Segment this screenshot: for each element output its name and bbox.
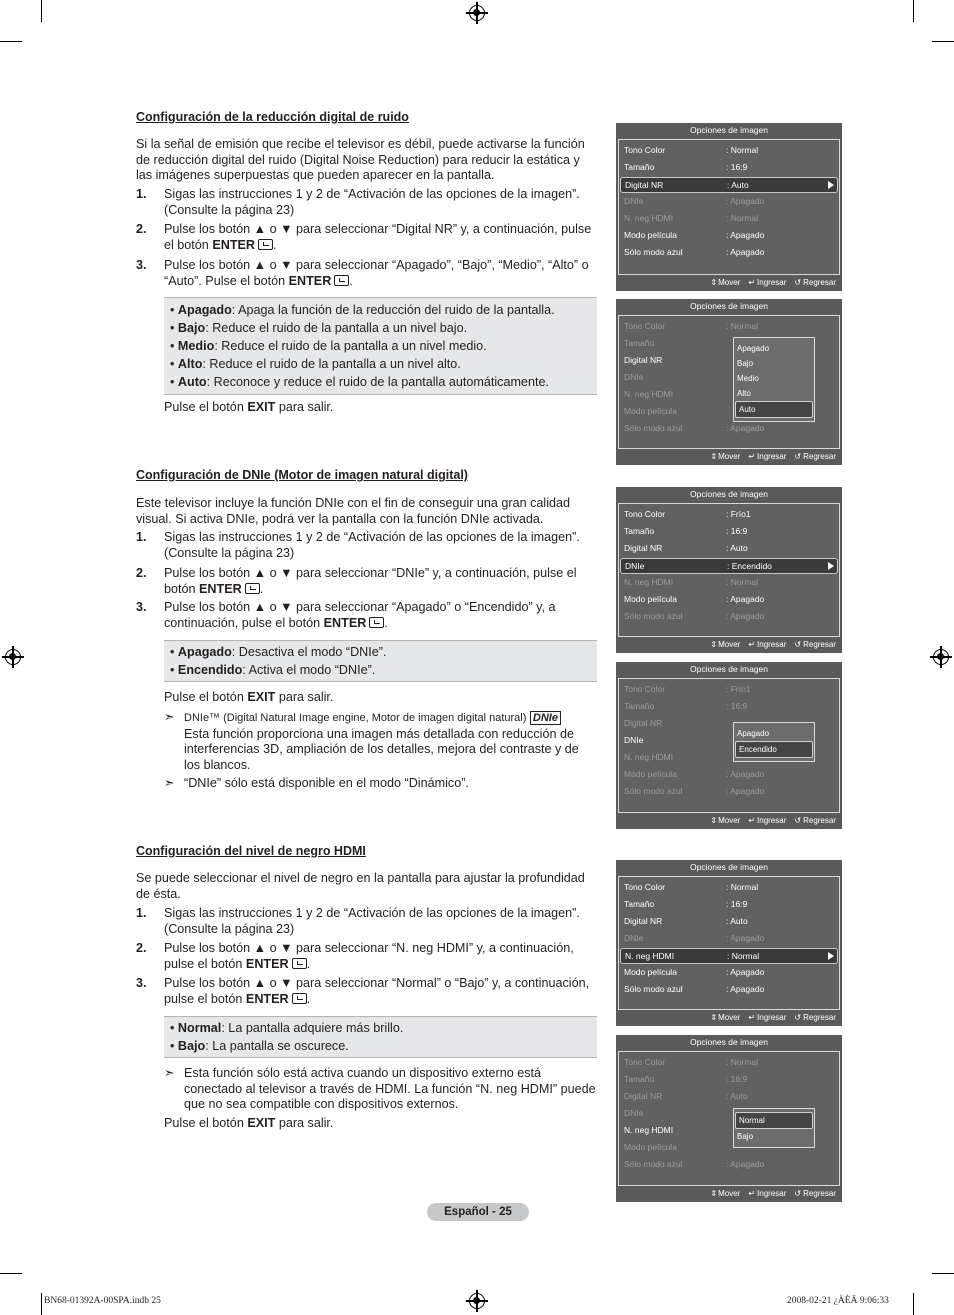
crop-mark [932,41,954,42]
exit-instruction: Pulse el botón EXIT para salir. [164,1116,334,1130]
dnie-logo: DNIe [530,711,561,725]
osd-menu-item[interactable] [624,524,836,538]
return-icon: ↺ [794,452,802,461]
step-number: 2. [136,566,147,580]
note-text: DNIe™ (Digital Natural Image engine, Motor de imagen digital natural) DNIe Esta función proporciona una imagen más detallada con reducción de interferencias 3D, ampliación de los detalles, mejora del contraste y de los blancos. [184,712,579,772]
section-title-hdmi-black: Configuración del nivel de negro HDMI [136,844,366,858]
osd-item-label: DNIe [624,1108,644,1118]
osd-menu-item[interactable] [620,177,838,193]
osd-menu-item[interactable] [624,1055,836,1069]
return-icon: ↺ [794,640,802,649]
osd-dropdown[interactable] [733,1108,815,1148]
osd-item-label: Tamaño [624,899,655,909]
osd-item-label: Digital NR [625,180,664,190]
osd-menu-item[interactable] [624,609,836,623]
osd-item-label: Sólo modo azul [624,1159,683,1169]
step-text: Pulse los botón ▲ o ▼ para seleccionar “Normal” o “Bajo” y, a continuación, pulse el botón ENTER . [164,976,590,1006]
osd-menu-title: Opciones de imagen [690,862,768,872]
footer-enter-label: Ingresar [757,1189,787,1198]
footer-move-label: Mover [718,278,741,287]
footer-return-label: Regresar [803,1013,836,1022]
updown-arrows-icon: ⇕ [710,452,718,461]
osd-item-value: : Apagado [726,984,765,994]
osd-item-value: : Apagado [726,594,765,604]
osd-item-label: Tono Color [624,145,666,155]
enter-icon [334,275,349,286]
osd-item-value: : Normal [726,213,759,223]
osd-item-label: Modo película [624,594,677,604]
enter-icon: ↵ [748,816,756,825]
step-text: Pulse los botón ▲ o ▼ para seleccionar “DNIe” y, a continuación, pulse el botón ENTER . [164,566,577,596]
registration-mark-icon [5,649,21,665]
osd-item-value: : Auto [726,1091,748,1101]
step-text: Sigas las instrucciones 1 y 2 de “Activación de las opciones de la imagen”. (Consulte la página 23) [164,530,580,560]
osd-item-value: : Normal [726,577,759,587]
osd-menu-item[interactable] [624,245,836,259]
osd-menu-item[interactable] [624,965,836,979]
osd-menu-item[interactable] [624,1072,836,1086]
osd-item-value: : Normal [726,145,759,155]
osd-menu-title: Opciones de imagen [690,301,768,311]
osd-item-label: Tono Color [624,1057,666,1067]
updown-arrows-icon: ⇕ [710,640,718,649]
osd-item-label: Tamaño [624,338,655,348]
return-icon: ↺ [794,1189,802,1198]
crop-mark [932,1273,954,1274]
footer-return-label: Regresar [803,816,836,825]
osd-item-value: : Frío1 [726,684,751,694]
osd-menu-item[interactable] [624,541,836,555]
print-slug-date: 2008-02-21 ¿ÀÈÄ 9:06:33 [787,1296,889,1306]
osd-menu-item[interactable] [624,143,836,157]
step-number: 1. [136,530,147,544]
step-text: Pulse los botón ▲ o ▼ para seleccionar “Digital NR” y, a continuación, pulse el botón ENTER . [164,222,592,252]
osd-menu-footer [616,449,842,465]
osd-menu-footer [616,1010,842,1026]
osd-item-value: : Normal [726,1057,759,1067]
osd-dropdown-option[interactable]: Auto [735,401,813,418]
osd-item-value: : Apagado [726,967,765,977]
osd-item-label: Digital NR [624,355,663,365]
section-intro: Si la señal de emisión que recibe el televisor es débil, puede activarse la función de reducción digital del ruido (Digital Noise Reduction) para reducir la estática y las imágenes superpuestas que pueden aparecer en la pantalla. [136,137,585,182]
note-arrow-icon: ➣ [164,776,175,790]
footer-return-label: Regresar [803,1189,836,1198]
osd-item-label: Sólo modo azul [624,786,683,796]
osd-item-value: : Apagado [726,247,765,257]
osd-item-label: DNIe [624,933,644,943]
osd-item-label: Modo película [624,769,677,779]
osd-item-value: : Apagado [726,1159,765,1169]
osd-item-value: : Auto [726,543,748,553]
osd-menu-item[interactable] [624,211,836,225]
osd-item-label: Modo película [624,406,677,416]
osd-menu [616,487,842,653]
step-text: Pulse los botón ▲ o ▼ para seleccionar “N. neg HDMI” y, a continuación, pulse el botón ENTER . [164,941,574,971]
osd-item-label: Tono Color [624,882,666,892]
osd-item-value: : Auto [726,916,748,926]
osd-item-value: : 16:9 [726,162,748,172]
step-text: Pulse los botón ▲ o ▼ para seleccionar “Apagado” o “Encendido” y, a continuación, pulse el botón ENTER . [164,600,556,630]
updown-arrows-icon: ⇕ [710,816,718,825]
enter-icon: ↵ [748,452,756,461]
osd-item-label: N. neg HDMI [624,752,674,762]
updown-arrows-icon: ⇕ [710,278,718,287]
osd-item-label: Modo película [624,230,677,240]
note-text: “DNIe” sólo está disponible en el modo “Dinámico”. [184,776,469,790]
note-text: Esta función sólo está activa cuando un dispositivo externo está conectado al televisor a través de HDMI. La función “N. neg HDMI” puede que no sea compatible con dispositivos externos. [184,1066,596,1111]
footer-enter-label: Ingresar [757,278,787,287]
crop-mark [0,1273,22,1274]
osd-item-value: : Normal [727,951,760,961]
options-box [164,1016,597,1058]
osd-menu-item[interactable] [624,194,836,208]
osd-menu-item[interactable] [620,558,838,574]
updown-arrows-icon: ⇕ [710,1189,718,1198]
osd-item-label: DNIe [625,561,645,571]
osd-dropdown-option[interactable]: Alto [737,389,751,398]
print-slug-file: BN68-01392A-00SPA.indb 25 [44,1296,161,1306]
step-text: Sigas las instrucciones 1 y 2 de “Activación de las opciones de la imagen”. (Consulte la página 23) [164,187,580,217]
bullet-item: • Encendido: Activa el modo “DNIe”. [170,663,376,677]
osd-dropdown-option[interactable]: Bajo [737,359,754,368]
enter-icon [258,239,273,250]
osd-dropdown-option[interactable]: Encendido [735,741,813,758]
osd-item-label: N. neg HDMI [624,213,674,223]
arrow-right-icon [828,562,834,570]
osd-menu-item[interactable] [624,592,836,606]
osd-item-label: Tamaño [624,701,655,711]
osd-menu-item[interactable] [624,228,836,242]
footer-return-label: Regresar [803,640,836,649]
enter-icon [292,993,307,1004]
footer-enter-label: Ingresar [757,816,787,825]
osd-menu-item[interactable] [624,784,836,798]
section-title-digital-nr: Configuración de la reducción digital de ruido [136,110,409,124]
osd-item-label: Modo película [624,967,677,977]
footer-move-label: Mover [718,452,741,461]
enter-icon: ↵ [748,1013,756,1022]
osd-item-value: : 16:9 [726,701,748,711]
osd-item-label: N. neg HDMI [624,577,674,587]
osd-item-label: Digital NR [624,1091,663,1101]
osd-menu-item[interactable] [624,767,836,781]
osd-menu-item[interactable] [624,897,836,911]
osd-menu-item[interactable] [620,948,838,964]
osd-item-value: : 16:9 [726,1074,748,1084]
bullet-item: • Alto: Reduce el ruido de la pantalla a un nivel alto. [170,357,461,371]
return-icon: ↺ [794,278,802,287]
arrow-right-icon [828,952,834,960]
enter-icon: ↵ [748,278,756,287]
exit-instruction: Pulse el botón EXIT para salir. [164,690,334,704]
enter-icon [245,583,260,594]
step-number: 3. [136,258,147,272]
bullet-item: • Normal: La pantalla adquiere más brillo. [170,1021,404,1035]
registration-mark-icon [469,5,485,21]
osd-menu-item[interactable] [624,1089,836,1103]
osd-item-label: Tamaño [624,162,655,172]
osd-item-label: Sólo modo azul [624,247,683,257]
osd-menu-item[interactable] [624,575,836,589]
exit-instruction: Pulse el botón EXIT para salir. [164,400,334,414]
footer-move-label: Mover [718,640,741,649]
step-text: Sigas las instrucciones 1 y 2 de “Activación de las opciones de la imagen”. (Consulte la página 23) [164,906,580,936]
step-number: 1. [136,187,147,201]
osd-menu-item[interactable] [624,880,836,894]
osd-item-value: : Apagado [726,611,765,621]
enter-icon: ↵ [748,1189,756,1198]
osd-item-value: : Apagado [726,196,765,206]
osd-item-label: DNIe [624,735,644,745]
osd-dropdown-option[interactable]: Bajo [737,1132,754,1141]
footer-move-label: Mover [718,1013,741,1022]
step-number: 2. [136,941,147,955]
crop-mark [41,1293,42,1315]
osd-menu-item[interactable] [624,1157,836,1171]
osd-item-label: N. neg HDMI [624,1125,674,1135]
osd-item-label: Digital NR [624,718,663,728]
footer-enter-label: Ingresar [757,1013,787,1022]
osd-menu-footer [616,813,842,829]
arrow-right-icon [828,181,834,189]
osd-item-value: : Apagado [726,786,765,796]
registration-mark-icon [933,649,949,665]
page-number-badge: Español - 25 [427,1203,529,1221]
registration-mark-icon [469,1293,485,1309]
osd-menu-item[interactable] [624,914,836,928]
osd-menu-title: Opciones de imagen [690,664,768,674]
footer-return-label: Regresar [803,452,836,461]
osd-menu-item[interactable] [624,982,836,996]
osd-menu [616,123,842,291]
enter-icon [292,958,307,969]
osd-dropdown-option[interactable]: Apagado [737,729,770,738]
osd-menu-item[interactable] [624,319,836,333]
enter-icon: ↵ [748,640,756,649]
osd-item-label: DNIe [624,372,644,382]
osd-menu-footer [616,637,842,653]
osd-dropdown-option[interactable]: Normal [735,1112,813,1129]
footer-return-label: Regresar [803,278,836,287]
osd-menu-footer [616,1186,842,1202]
osd-dropdown-option[interactable]: Apagado [737,344,770,353]
osd-item-value: : Apagado [726,769,765,779]
bullet-item: • Bajo: Reduce el ruido de la pantalla a un nivel bajo. [170,321,468,335]
osd-item-value: : Apagado [726,423,765,433]
return-icon: ↺ [794,816,802,825]
osd-menu-title: Opciones de imagen [690,1037,768,1047]
bullet-item: • Apagado: Apaga la función de la reducción del ruido de la pantalla. [170,303,555,317]
osd-item-value: : Normal [726,882,759,892]
osd-menu-title: Opciones de imagen [690,489,768,499]
osd-item-value: : 16:9 [726,526,748,536]
bullet-item: • Apagado: Desactiva el modo “DNIe”. [170,645,387,659]
osd-menu-item[interactable] [624,699,836,713]
osd-menu [616,662,842,829]
osd-item-label: N. neg HDMI [625,951,675,961]
footer-enter-label: Ingresar [757,640,787,649]
osd-menu-item[interactable] [624,421,836,435]
step-text: Pulse los botón ▲ o ▼ para seleccionar “Apagado”, “Bajo”, “Medio”, “Alto” o “Auto”. Pulse el botón ENTER . [164,258,589,288]
osd-menu-item[interactable] [624,931,836,945]
osd-item-label: Modo película [624,1142,677,1152]
step-number: 2. [136,222,147,236]
osd-item-label: Sólo modo azul [624,984,683,994]
osd-item-label: Tono Color [624,684,666,694]
crop-mark [913,0,914,22]
crop-mark [0,41,22,42]
osd-menu [616,860,842,1026]
section-intro: Este televisor incluye la función DNIe con el fin de conseguir una gran calidad visual. Si activa DNIe, podrá ver la pantalla con la función DNIe activada. [136,496,571,526]
osd-item-label: Tono Color [624,509,666,519]
osd-item-label: Sólo modo azul [624,423,683,433]
osd-menu-item[interactable] [624,682,836,696]
osd-item-value: : Encendido [727,561,772,571]
osd-dropdown[interactable] [733,722,815,762]
osd-dropdown[interactable] [733,337,815,422]
osd-item-label: Digital NR [624,543,663,553]
section-intro: Se puede seleccionar el nivel de negro en la pantalla para ajustar la profundidad de ésta. [136,871,585,901]
osd-menu [616,299,842,465]
return-icon: ↺ [794,1013,802,1022]
step-number: 1. [136,906,147,920]
footer-enter-label: Ingresar [757,452,787,461]
osd-menu [616,1035,842,1202]
osd-item-value: : Normal [726,321,759,331]
step-number: 3. [136,600,147,614]
osd-menu-footer [616,275,842,291]
options-box [164,297,597,395]
osd-item-label: DNIe [624,196,644,206]
osd-item-value: : 16:9 [726,899,748,909]
footer-move-label: Mover [718,816,741,825]
bullet-item: • Bajo: La pantalla se oscurece. [170,1039,349,1053]
osd-item-value: : Apagado [726,933,765,943]
note-arrow-icon: ➣ [164,710,175,724]
osd-item-label: Digital NR [624,916,663,926]
osd-item-value: : Auto [727,180,749,190]
crop-mark [41,0,42,22]
bullet-item: • Auto: Reconoce y reduce el ruido de la pantalla automáticamente. [170,375,549,389]
osd-menu-item[interactable] [624,160,836,174]
osd-item-value: : Apagado [726,230,765,240]
enter-icon [369,617,384,628]
osd-item-label: Tamaño [624,1074,655,1084]
osd-menu-title: Opciones de imagen [690,125,768,135]
osd-dropdown-option[interactable]: Medio [737,374,759,383]
options-box [164,640,597,682]
osd-item-label: Tono Color [624,321,666,331]
section-title-dnie: Configuración de DNIe (Motor de imagen natural digital) [136,468,468,482]
step-number: 3. [136,976,147,990]
osd-menu-item[interactable] [624,507,836,521]
updown-arrows-icon: ⇕ [710,1013,718,1022]
footer-move-label: Mover [718,1189,741,1198]
crop-mark [913,1293,914,1315]
osd-item-label: N. neg HDMI [624,389,674,399]
osd-item-value: : Frío1 [726,509,751,519]
osd-item-label: Tamaño [624,526,655,536]
osd-item-label: Sólo modo azul [624,611,683,621]
note-arrow-icon: ➣ [164,1066,175,1080]
bullet-item: • Medio: Reduce el ruido de la pantalla a un nivel medio. [170,339,487,353]
